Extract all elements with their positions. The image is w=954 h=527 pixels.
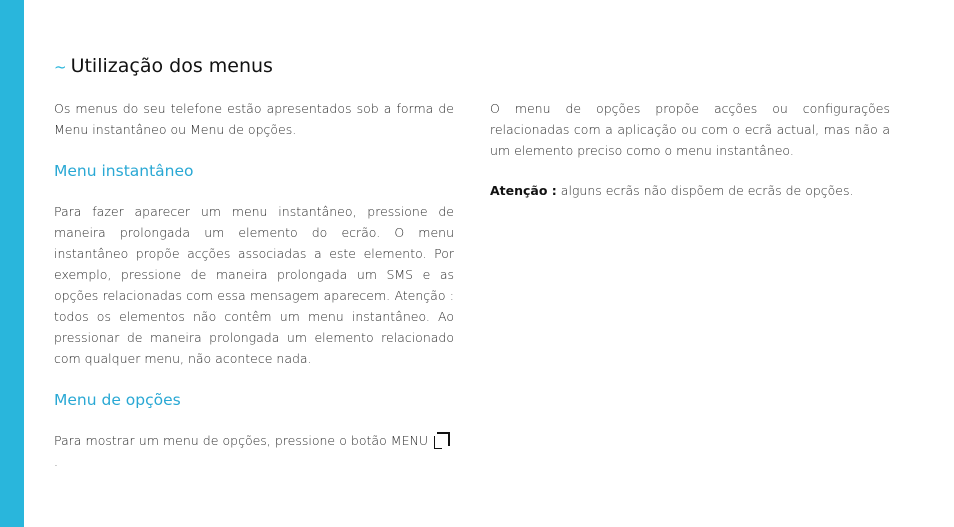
title-tilde: ~	[54, 58, 67, 76]
title-text: Utilização dos menus	[70, 55, 273, 77]
attention-note	[490, 180, 890, 201]
page-title	[54, 52, 273, 81]
attention-label: Atenção :	[490, 183, 557, 198]
attention-text: alguns ecrãs não dispõem de ecrãs de opções.	[556, 183, 854, 198]
intro-paragraph: Os menus do seu telefone estão apresentados sob a forma de Menu instantâneo ou Menu de opções.	[54, 101, 454, 137]
side-accent-bar	[0, 0, 24, 527]
section-title-instant-menu: Menu instantâneo	[54, 162, 194, 180]
options-menu-end: .	[54, 454, 58, 469]
right-column	[490, 98, 890, 201]
menu-button-icon	[432, 432, 450, 450]
options-menu-description: O menu de opções propõe acções ou configurações relacionadas com a aplicação ou com o ecrã actual, mas não a um elemento preciso como o menu instantâneo.	[490, 101, 890, 158]
options-menu-paragraph	[54, 430, 454, 472]
instant-menu-paragraph: Para fazer aparecer um menu instantâneo, pressione de maneira prolongada um elemento do ecrão. O menu instantâneo propõe acções associadas a este elemento. Por exemplo, pressione de maneira prolongada um SMS e as opções relacionadas com essa mensagem aparecem. Atenção : todos os elementos não contêm um menu instantâneo. Ao pressionar de maneira prolongada um elemento relacionado com qualquer menu, não acontece nada.	[54, 204, 454, 366]
options-menu-text: Para mostrar um menu de opções, pressione o botão MENU	[54, 433, 428, 448]
section-title-options-menu: Menu de opções	[54, 391, 181, 409]
left-column	[54, 98, 454, 472]
